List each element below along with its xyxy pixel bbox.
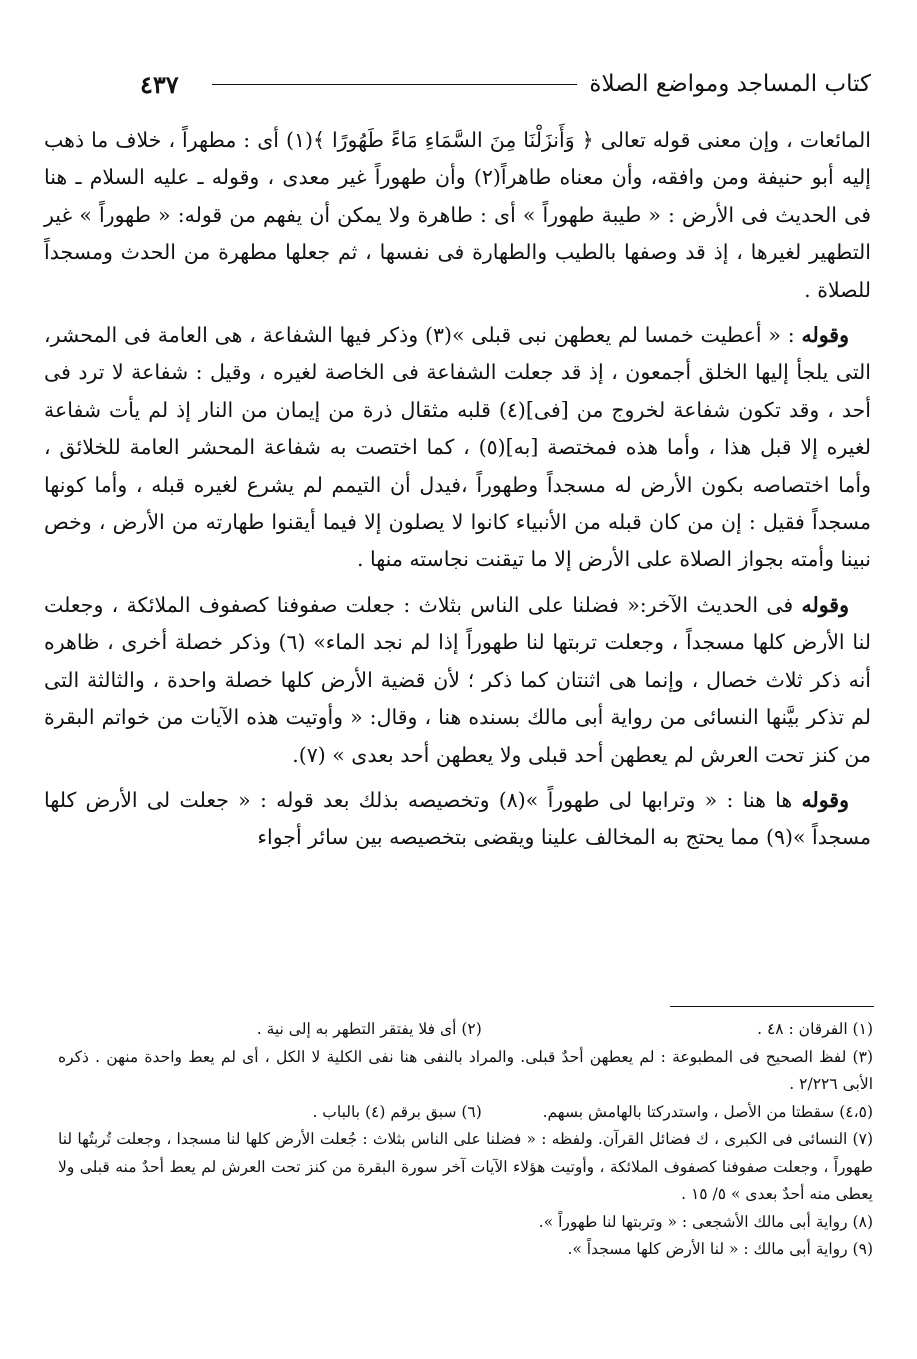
paragraph-keyword: وقوله: [801, 787, 849, 812]
footnotes: [58, 1016, 873, 1264]
paragraph-text: ها هنا : « وترابها لى طهوراً »(٨) وتخصيصه بذلك بعد قوله : « جعلت لى الأرض كلها مسجداً »(٩) مما يحتج به المخالف علينا ويقضى بتخصيصه بين سائر أجواء: [44, 787, 871, 850]
paragraph-text: فى الحديث الآخر:« فضلنا على الناس بثلاث : جعلت صفوفنا كصفوف الملائكة ، وجعلت لنا الأرض كلها مسجداً ، وجعلت تربتها لنا طهوراً إذا لم نجد الماء» (٦) وذكر خصلة أخرى ، ظاهره أنه ذكر ثلاث خصال ، وإنما هى اثنتان كما ذكر ؛ لأن قضية الأرض كلها خصلة واحدة ، والثالثة التى لم تذكر بيَّنها النسائى من رواية أبى مالك بسنده هنا ، وقال: « وأوتيت هذه الآيات من خواتم البقرة من كنز تحت العرش لم يعطهن أحد قبلى ولا يعطهن أحد بعدى » (٧).: [44, 592, 871, 767]
footnote-row: [58, 1016, 873, 1044]
page-number: ٤٣٧: [140, 69, 179, 99]
paragraph-text: المائعات ، وإن معنى قوله تعالى ﴿ وَأَنزَلْنَا مِنَ السَّمَاءِ مَاءً طَهُورًا ﴾(١) أى : مطهراً ، خلاف ما ذهب إليه أبو حنيفة ومن وافقه، وأن معناه طاهراً(٢) وأن طهوراً غير معدى ، وقوله ـ عليه السلام ـ هنا فى الحديث فى الأرض : « طيبة طهوراً » أى : طاهرة ولا يمكن أن يفهم من قوله: « طهوراً » غير التطهير لغيرها ، إذ قد وصفها بالطيب والطهارة فى نفسها ، ثم جعلها مطهرة من الحدث ومسجداً للصلاة .: [44, 128, 872, 302]
footnote-6: (٦) سبق برقم (٤) بالباب .: [312, 1102, 482, 1121]
main-text: [44, 122, 871, 865]
paragraph: [44, 317, 871, 579]
page-header: [140, 66, 871, 102]
footnote-separator: [670, 1006, 874, 1007]
paragraph: [44, 122, 871, 309]
paragraph-text: : « أعطيت خمسا لم يعطهن نبى قبلى »(٣) وذكر فيها الشفاعة ، هى العامة فى المحشر، التى يلجأ إليها الخلق أجمعون ، إذ قد جعلت الشفاعة فى الخاصة لغيره ، وقيل : شفاعة لا ترد فى أحد ، وقد تكون شفاعة لخروج من [فى](٤) قلبه مثقال ذرة من إيمان من النار إذ لم يأت شفاعة لغيره إلا قبل هذا ، وأما هذه فمختصة [به](٥) ، كما اختصت به شفاعة المحشر العامة للخلائق ، وأما اختصاصه بكون الأرض له مسجداً وطهوراً ،فيدل أن التيمم لم يشرع لغيره قبله ، وأما كونها مسجداً فقيل : إن من كان قبله من الأنبياء كانوا لا يصلون إلا فيما أيقنوا طهارته من الأرض ، وخص نبينا وأمته بجواز الصلاة على الأرض إلا ما تيقنت نجاسته منها .: [44, 323, 871, 572]
paragraph-keyword: وقوله: [801, 323, 850, 348]
paragraph: [44, 587, 871, 774]
running-title: كتاب المساجد ومواضع الصلاة: [589, 71, 871, 97]
footnote-7: (٧) النسائى فى الكبرى ، ك فضائل القرآن. ولفظه : « فضلنا على الناس بثلاث : جُعلت الأرض كلها لنا مسجدا ، وجعلت تُربتُها لنا طهوراً ، وجعلت صفوفنا كصفوف الملائكة ، وأوتيت هؤلاء الآيات آخر سورة البقرة من كنز تحت العرش لم يعط أحدٌ منه قبلى ولا يعطى منه أحدٌ بعدى » ٥/ ١٥ .: [58, 1130, 873, 1203]
footnote-row: [58, 1099, 873, 1127]
footnote-1: (١) الفرقان : ٤٨ .: [757, 1020, 873, 1038]
footnote-2: (٢) أى فلا يفتقر التطهر به إلى نية .: [256, 1020, 482, 1038]
paragraph: [44, 782, 871, 857]
header-rule: [212, 84, 577, 85]
footnote-9: (٩) رواية أبى مالك : « لنا الأرض كلها مسجداً ».: [567, 1240, 873, 1258]
footnote-8: (٨) رواية أبى مالك الأشجعى : « وتربتها لنا طهوراً ».: [538, 1212, 873, 1231]
paragraph-keyword: وقوله: [801, 592, 849, 617]
footnote-3: (٣) لفظ الصحيح فى المطبوعة : لم يعطهن أحدٌ قبلى. والمراد بالنفى هنا نفى الكلية لا الكل ، أى لم يعط واحدة منهن . ذكره الأبى ٢/٢٢٦ .: [58, 1047, 873, 1093]
footnote-4-5: (٤،٥) سقطتا من الأصل ، واستدركتا بالهامش بسهم.: [542, 1102, 873, 1121]
